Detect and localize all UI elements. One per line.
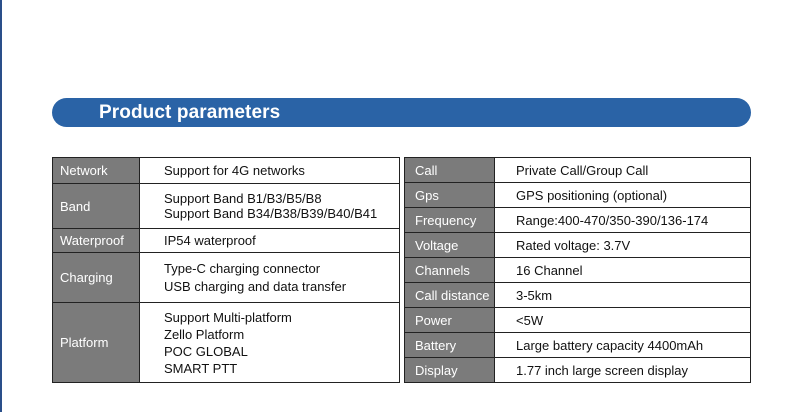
spec-value: GPS positioning (optional) xyxy=(495,183,751,208)
table-row xyxy=(405,208,751,233)
spec-value xyxy=(140,158,400,184)
spec-key: Band xyxy=(53,184,140,229)
spec-key: Waterproof xyxy=(53,229,140,253)
table-row xyxy=(405,258,751,283)
table-row xyxy=(405,283,751,308)
spec-key: Display xyxy=(405,358,495,383)
spec-value xyxy=(140,303,400,383)
table-row xyxy=(405,183,751,208)
spec-value: Range:400-470/350-390/136-174 xyxy=(495,208,751,233)
left-border-rule xyxy=(0,0,2,412)
section-banner xyxy=(52,98,751,127)
spec-key: Power xyxy=(405,308,495,333)
spec-value: Rated voltage: 3.7V xyxy=(495,233,751,258)
spec-value-line: SMART PTT xyxy=(164,360,238,376)
spec-value-line: USB charging and data transfer xyxy=(164,278,347,294)
spec-value xyxy=(140,184,400,229)
spec-key: Channels xyxy=(405,258,495,283)
spec-key: Battery xyxy=(405,333,495,358)
table-row xyxy=(405,358,751,383)
spec-value-line: POC GLOBAL xyxy=(164,343,248,359)
table-row xyxy=(53,253,400,303)
spec-key: Frequency xyxy=(405,208,495,233)
spec-value: Private Call/Group Call xyxy=(495,158,751,183)
spec-value: 1.77 inch large screen display xyxy=(495,358,751,383)
spec-key: Call distance xyxy=(405,283,495,308)
spec-value-line: Support Band B1/B3/B5/B8 xyxy=(164,191,322,206)
spec-value-line: Support Band B34/B38/B39/B40/B41 xyxy=(164,206,378,221)
table-row xyxy=(53,184,400,229)
spec-value xyxy=(140,253,400,303)
table-row xyxy=(53,158,400,184)
spec-value xyxy=(140,229,400,253)
spec-value: Large battery capacity 4400mAh xyxy=(495,333,751,358)
table-row xyxy=(405,333,751,358)
spec-value-line: Support Multi-platform xyxy=(164,309,292,325)
table-row xyxy=(53,303,400,383)
spec-key: Platform xyxy=(53,303,140,383)
spec-value-line: Type-C charging connector xyxy=(164,260,321,276)
specs-table-left xyxy=(52,157,400,383)
table-row xyxy=(405,308,751,333)
spec-key: Voltage xyxy=(405,233,495,258)
spec-value: <5W xyxy=(495,308,751,333)
table-row xyxy=(53,229,400,253)
spec-value: 16 Channel xyxy=(495,258,751,283)
spec-value: 3-5km xyxy=(495,283,751,308)
section-title: Product parameters xyxy=(99,102,281,123)
table-row xyxy=(405,158,751,183)
spec-value-line: IP54 waterproof xyxy=(164,233,256,248)
spec-key: Network xyxy=(53,158,140,184)
specs-table-right xyxy=(404,157,751,383)
spec-key: Gps xyxy=(405,183,495,208)
spec-value-line: Zello Platform xyxy=(164,326,245,342)
table-row xyxy=(405,233,751,258)
spec-key: Charging xyxy=(53,253,140,303)
spec-value-line: Support for 4G networks xyxy=(164,163,305,178)
spec-key: Call xyxy=(405,158,495,183)
